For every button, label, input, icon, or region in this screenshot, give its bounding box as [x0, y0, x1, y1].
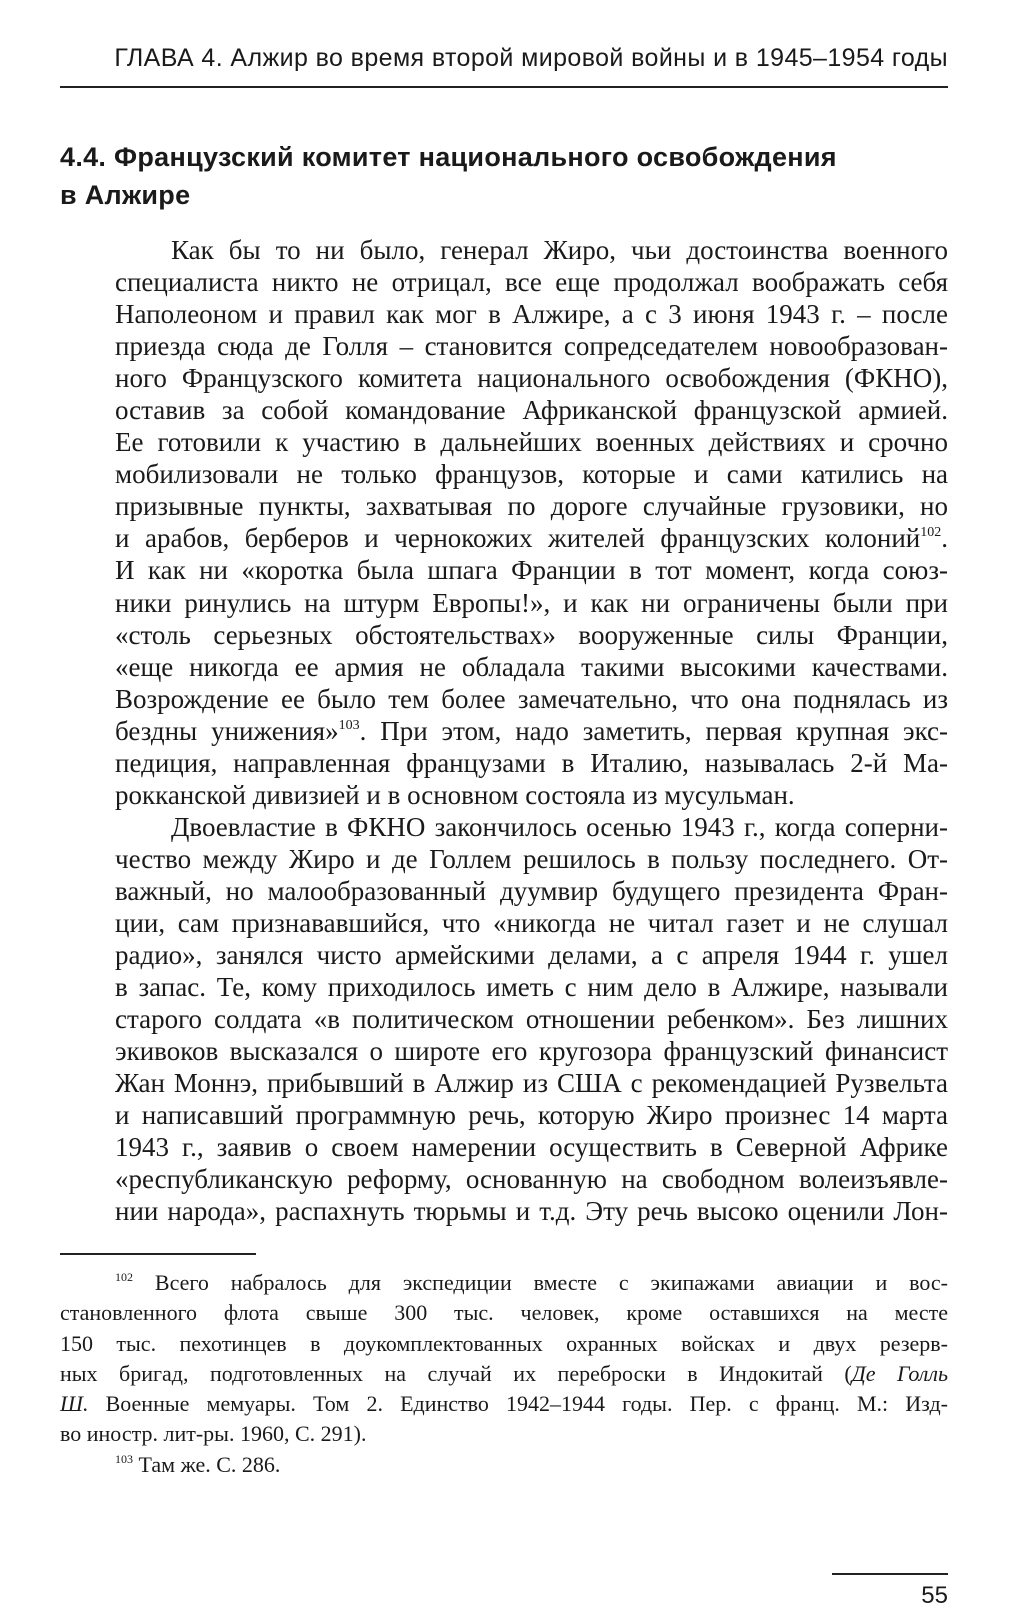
text-run: бездны унижения» [115, 715, 339, 746]
text-line [60, 522, 948, 554]
text-line: приезда сюда де Голля – становится сопредседателем новообразован- [115, 331, 948, 362]
footnote-line: становленного флота свыше 300 тыс. человек, кроме оставшихся на месте [60, 1300, 948, 1326]
footnote-number: 102 [115, 1270, 133, 1284]
footnote [60, 1450, 948, 1480]
footnote-number: 103 [115, 1451, 133, 1466]
text-line: Возрождение ее было тем более замечательно, что она поднялась из [115, 683, 948, 714]
text-line: «республиканскую реформу, основанную на свободном волеизъявле- [115, 1164, 948, 1195]
body-text [60, 234, 948, 1227]
text-line: призывные пункты, захватывая по дороге случайные грузовики, но [115, 491, 948, 522]
text-run: Там же. С. 286. [138, 1451, 281, 1477]
paragraph [60, 811, 948, 1228]
author-initial: Ш. [60, 1391, 89, 1417]
text-line: Двоевластие в ФКНО закончилось осенью 1943 г., когда соперни- [171, 811, 948, 842]
text-line: специалиста никто не отрицал, все еще продолжал воображать себя [115, 267, 948, 298]
section-heading [60, 138, 948, 214]
text-line: и написавший программную речь, которую Жиро произнес 14 марта [115, 1100, 948, 1131]
author-name: Де Голль [851, 1360, 948, 1386]
text-run: Всего набралось для экспедиции вместе с экипажами авиации и вос- [154, 1270, 949, 1295]
paragraph [60, 234, 948, 811]
text-line: Жан Моннэ, прибывший в Алжир из США с рекомендацией Рузвельта [115, 1068, 948, 1099]
text-line: «еще никогда ее армия не обладала такими высокими качествами. [115, 651, 948, 682]
footnote-rule [60, 1253, 256, 1255]
text-line: радио», занялся чисто армейскими делами, а с апреля 1944 г. ушел [115, 940, 948, 971]
text-run: . При этом, надо заметить, первая крупная экс- [359, 715, 949, 746]
text-line: Ее готовили к участию в дальнейших военных действиях и срочно [115, 427, 948, 458]
text-run: . [941, 523, 948, 554]
section-heading-line: в Алжире [60, 180, 191, 210]
header-rule [60, 86, 948, 88]
footnote-line [60, 1359, 948, 1389]
text-line: в запас. Те, кому приходилось иметь с ним дело в Алжире, называли [115, 972, 948, 1003]
text-line: важный, но малообразованный дуумвир будущего президента Фран- [115, 875, 948, 906]
text-line: ники ринулись на штурм Европы!», и как ни ограничены были при [115, 587, 948, 618]
footnotes [60, 1268, 948, 1480]
footnote-line [60, 1450, 948, 1480]
text-run: Военные мемуары. Том 2. Единство 1942–1944 годы. Пер. с франц. М.: Изд- [88, 1391, 948, 1417]
text-line: старого солдата «в политическом отношении ребенком». Без лишних [115, 1004, 948, 1035]
text-line: ции, сам признававшийся, что «никогда не читал газет и не слушал [115, 907, 948, 938]
footnote-line [60, 1268, 948, 1298]
footnote-ref[interactable]: 103 [338, 717, 360, 733]
page-number: 55 [921, 1582, 948, 1609]
text-line: «столь серьезных обстоятельствах» вооруженные силы Франции, [115, 619, 948, 650]
text-line: 1943 г., заявив о своем намерении осуществить в Северной Африке [115, 1132, 948, 1163]
text-line: ного Французского комитета национального освобождения (ФКНО), [115, 363, 948, 394]
footnote-line: 150 тыс. пехотинцев в доукомплектованных охранных войсках и двух резерв- [60, 1330, 948, 1356]
text-line: оставив за собой командование Африканской французской армией. [115, 395, 948, 426]
footnote-line: во иностр. лит-ры. 1960, С. 291). [60, 1421, 367, 1447]
text-line: Наполеоном и правил как мог в Алжире, а с 3 июня 1943 г. – после [115, 299, 948, 330]
footnote-ref[interactable]: 102 [920, 525, 942, 541]
section-heading-line: 4.4. Французский комитет национального освобождения [60, 142, 837, 172]
text-run: ных бригад, подготовленных на случай их переброски в Индокитай ( [60, 1360, 852, 1386]
text-line [60, 715, 948, 747]
text-line: педиция, направленная французами в Италию, называлась 2-й Ма- [115, 747, 948, 778]
text-line: экивоков высказался о широте его кругозора французский финансист [115, 1036, 948, 1067]
text-run: и арабов, берберов и чернокожих жителей французских колоний [115, 523, 921, 554]
text-line: Как бы то ни было, генерал Жиро, чьи достоинства военного [171, 235, 948, 265]
footnote-line [60, 1389, 948, 1419]
footnote [60, 1268, 948, 1450]
text-line: рокканской дивизией и в основном состояла из мусульман. [115, 779, 795, 810]
page-number-rule [832, 1573, 948, 1575]
text-line: нии народа», распахнуть тюрьмы и т.д. Эту речь высоко оценили Лон- [115, 1196, 948, 1227]
running-head: ГЛАВА 4. Алжир во время второй мировой войны и в 1945–1954 годы [114, 44, 948, 72]
text-line: мобилизовали не только французов, которые и сами катились на [115, 459, 948, 490]
text-line: чество между Жиро и де Голлем решилось в пользу последнего. От- [115, 843, 948, 874]
text-line: И как ни «коротка была шпага Франции в тот момент, когда союз- [115, 555, 948, 586]
